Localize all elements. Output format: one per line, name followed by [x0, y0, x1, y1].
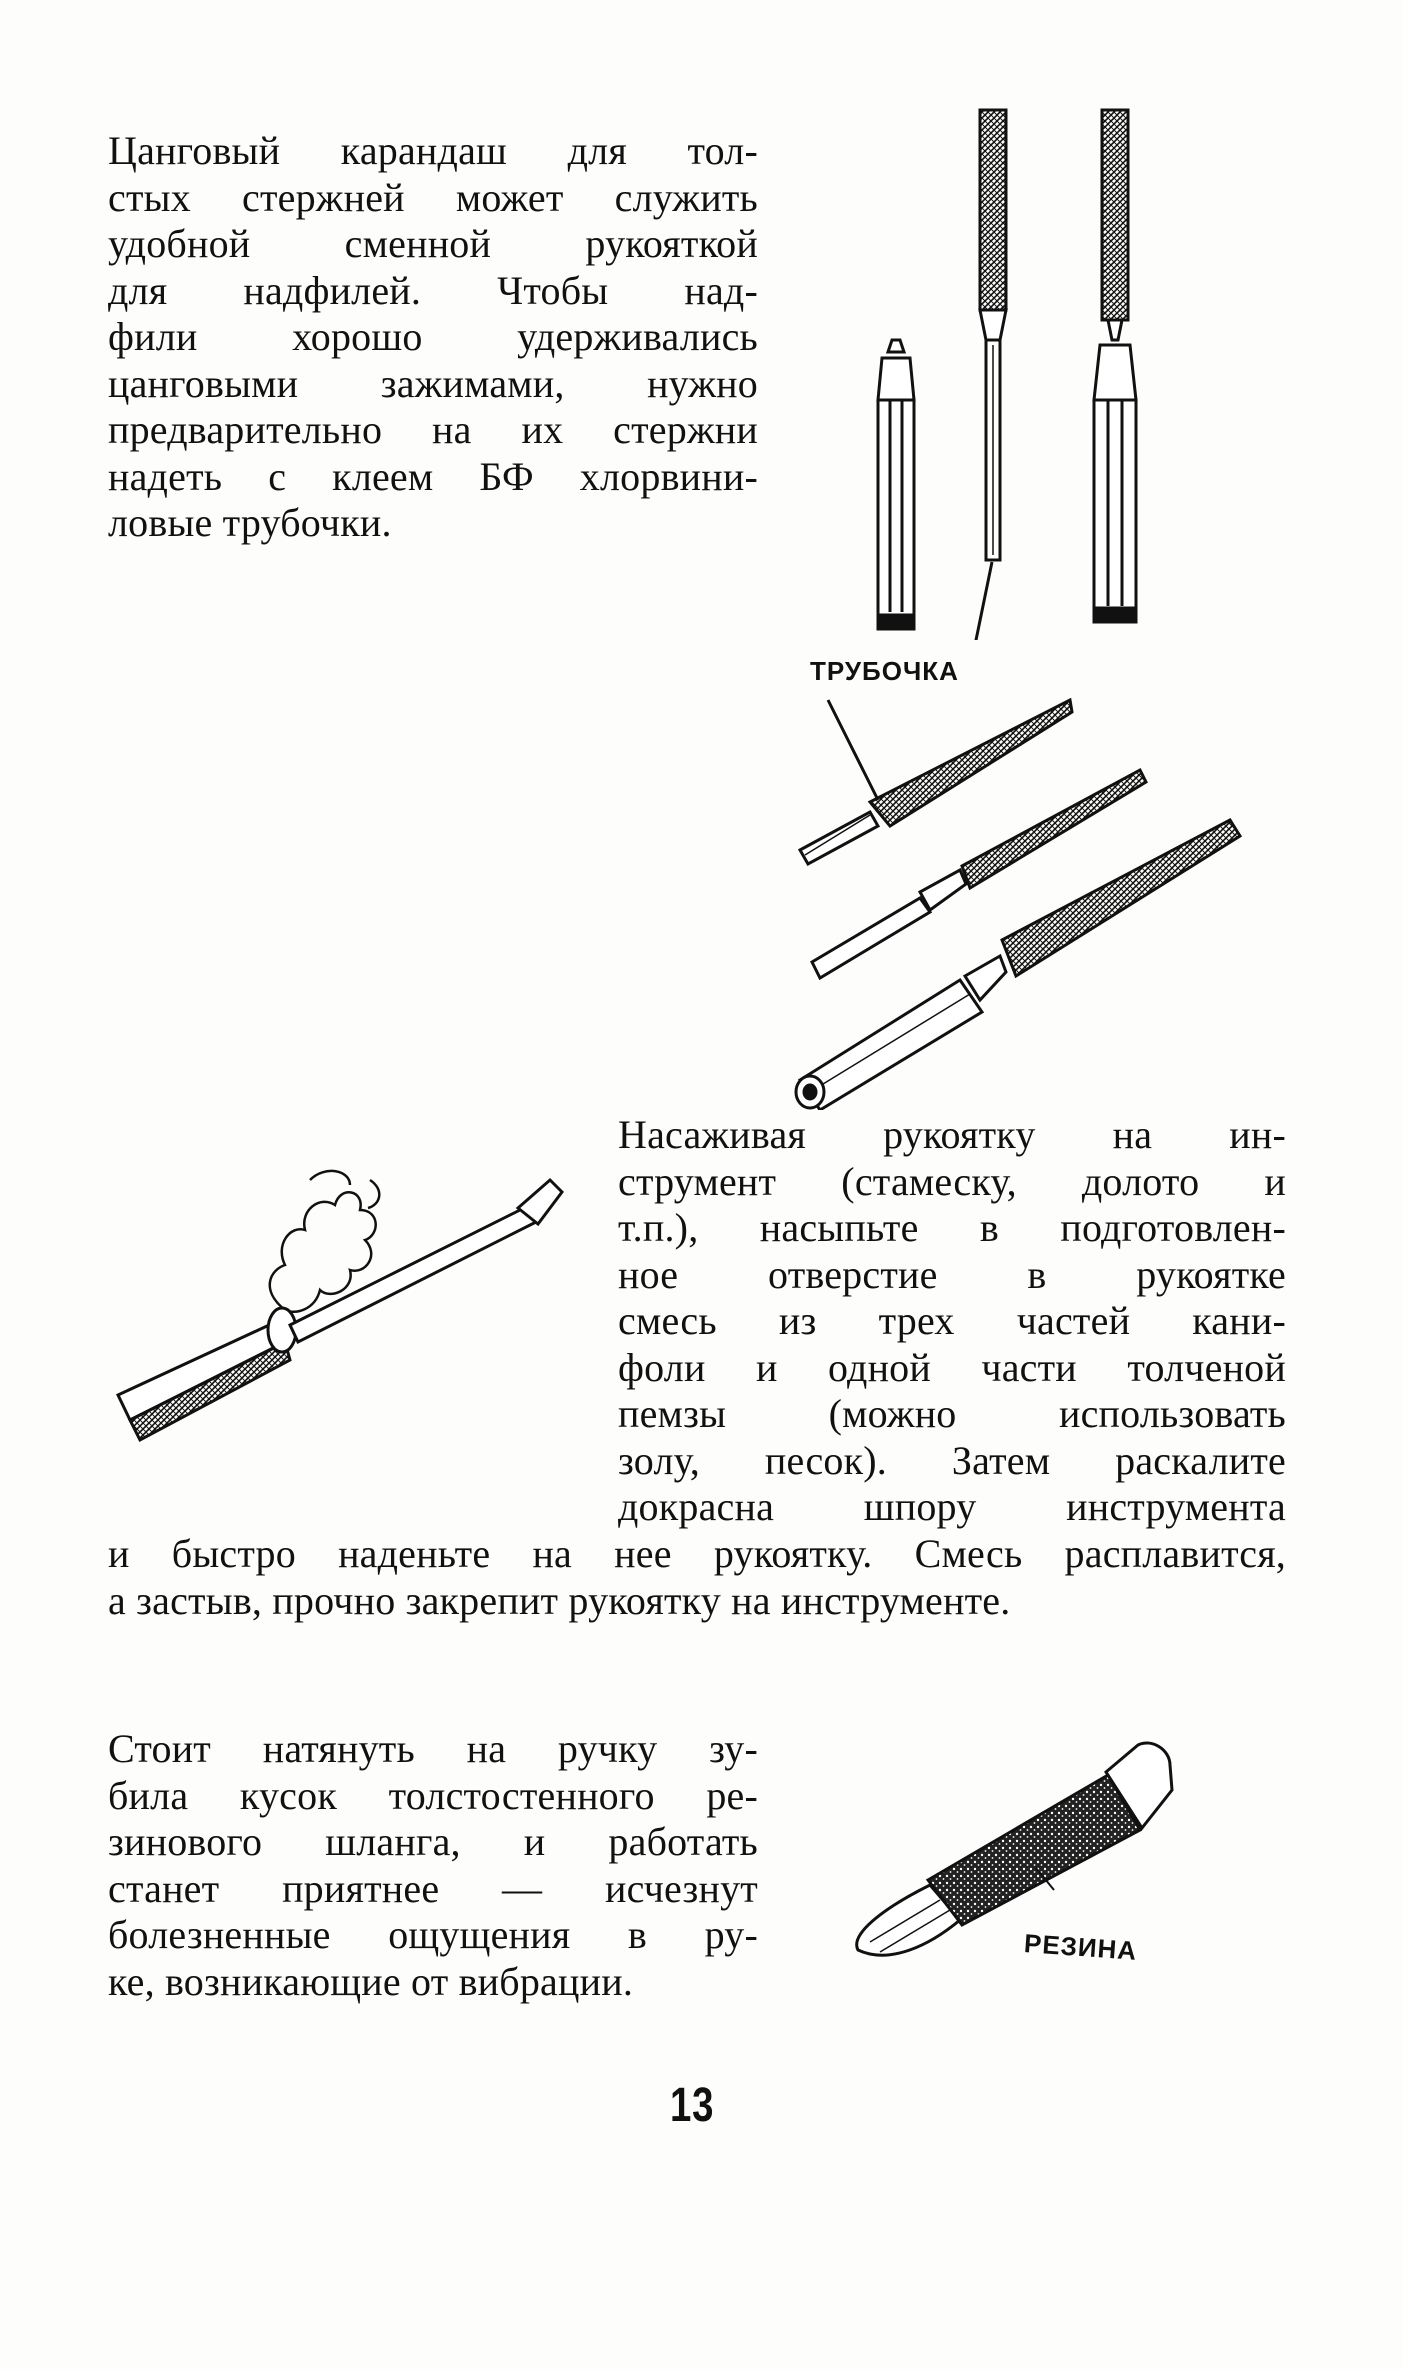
figure-diagonal-files: [770, 640, 1270, 1110]
text-line: надеть с клеем БФ хлорвини-: [108, 453, 758, 499]
text-line: Насаживая рукоятку на ин-: [618, 1112, 1286, 1157]
text-line: била кусок толстостенного ре-: [108, 1772, 758, 1818]
figure-chisel-rubber-grip: [840, 1720, 1200, 1990]
text-line: Стоит натянуть на ручку зу-: [108, 1726, 758, 1771]
paragraph-collet-pencil: [108, 128, 758, 547]
text-line: ное отверстие в рукоятке: [618, 1251, 1286, 1297]
paragraph-rubber-grip: [108, 1726, 758, 2005]
text-line: удобной сменной рукояткой: [108, 221, 758, 266]
text-line: Цанговый карандаш для тол-: [108, 128, 758, 173]
paragraph-handle-mounting: [618, 1112, 1286, 1531]
text-line: ловые трубочки.: [108, 500, 392, 545]
file-in-pencil-illustration: [1094, 110, 1136, 622]
text-line: пемзы (можно использовать: [618, 1391, 1286, 1436]
text-line: докрасна шпору инструмента: [618, 1484, 1286, 1529]
text-line: зинового шланга, и работать: [108, 1819, 758, 1864]
figure-chisel-handle: [110, 1120, 570, 1460]
page-number: 13: [670, 2079, 715, 2132]
needle-file-illustration: [980, 110, 1006, 560]
text-line: станет приятнее — исчезнут: [108, 1865, 758, 1911]
text-line: стых стержней может служить: [108, 174, 758, 220]
text-line: золу, песок). Затем раскалите: [618, 1437, 1286, 1483]
leader-line: [975, 562, 992, 640]
paragraph-handle-mounting-continued: [108, 1531, 1286, 1624]
figure-collet-pencil-files: [820, 100, 1180, 640]
text-line: т.п.), насыпьте в подготовлен-: [618, 1205, 1286, 1250]
text-line: предварительно на их стержни: [108, 407, 758, 452]
tube-label: ТРУБОЧКА: [810, 656, 959, 686]
text-line: для надфилей. Чтобы над-: [108, 267, 758, 313]
pencil-illustration: [878, 340, 914, 629]
rubber-label: РЕЗИНА: [1023, 1928, 1139, 1966]
text-line: фоли и одной части толченой: [618, 1344, 1286, 1390]
text-line: смесь из трех частей кани-: [618, 1298, 1286, 1343]
text-line: и быстро наденьте на нее рукоятку. Смесь расплавится,: [108, 1531, 1286, 1576]
chisel-illustration: [118, 1180, 562, 1440]
text-line: а застыв, прочно закрепит рукоятку на инструменте.: [108, 1577, 1011, 1623]
text-line: ке, возникающие от вибрации.: [108, 1958, 634, 2004]
text-line: цанговыми зажимами, нужно: [108, 360, 758, 406]
file-in-handle-3: [796, 820, 1240, 1110]
file-with-tube-2: [812, 770, 1146, 978]
text-line: болезненные ощущения в ру-: [108, 1912, 758, 1957]
text-line: фили хорошо удерживались: [108, 314, 758, 359]
rubber-grip-illustration: [928, 1775, 1140, 1925]
text-line: струмент (стамеску, долото и: [618, 1158, 1286, 1204]
